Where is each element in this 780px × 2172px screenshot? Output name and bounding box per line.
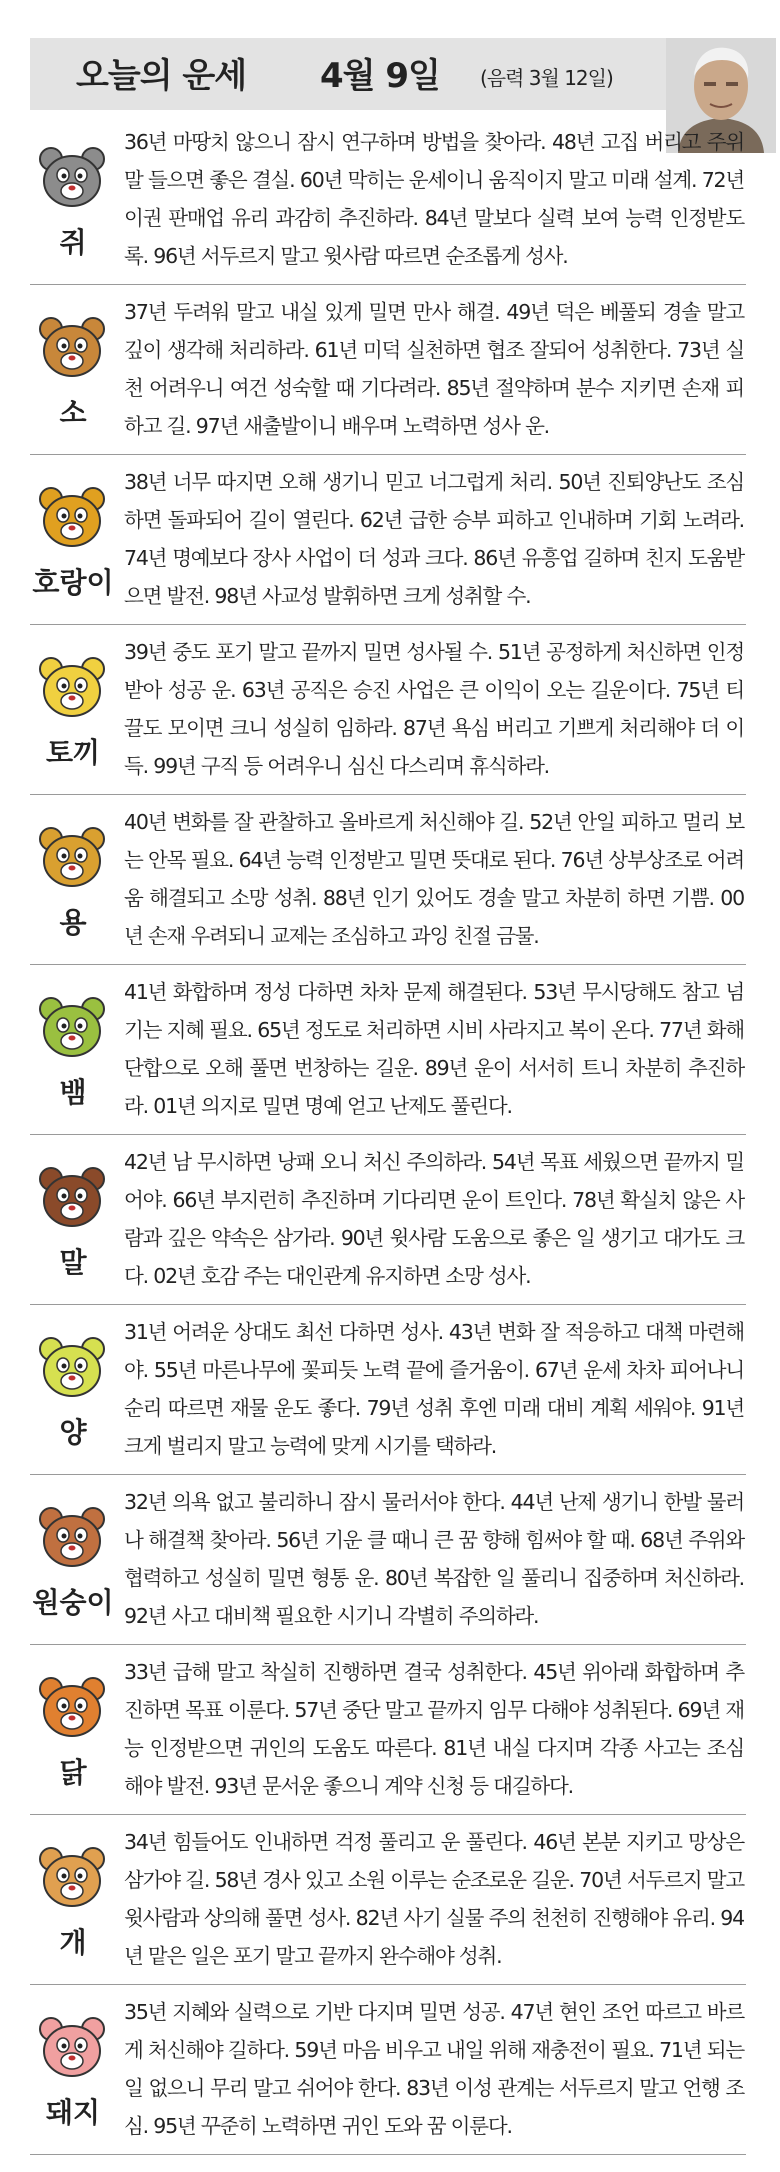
- zodiac-cell: [30, 285, 116, 454]
- fortune-text: 39년 중도 포기 말고 끝까지 밀면 성사될 수. 51년 공정하게 처신하면 인정받아 성공 운. 63년 공직은 승진 사업은 큰 이익이 오는 길운이다. 75년 티끌도 모이면 크니 성실히 임하라. 87년 욕심 버리고 기쁘게 처리해야 더 이득. 99년 구직 등 어려우니 심신 다스리며 휴식하라.: [124, 640, 744, 778]
- dog-icon: [33, 1843, 111, 1913]
- fortune-text: 31년 어려운 상대도 최선 다하면 성사. 43년 변화 잘 적응하고 대책 마련해야. 55년 마른나무에 꽃피듯 노력 끝에 즐거움이. 67년 운세 차차 피어나니 순리 따르면 재물 운도 좋다. 79년 성취 후엔 미래 대비 계획 세워야. 91년 크게 벌리지 말고 능력에 맞게 시기를 택하라.: [124, 1320, 744, 1458]
- fortune-row: [30, 1984, 746, 2155]
- fortune-text: 33년 급해 말고 착실히 진행하면 결국 성취한다. 45년 위아래 화합하며 추진하면 목표 이룬다. 57년 중단 말고 끝까지 임무 다해야 성취된다. 69년 재능 인정받으면 귀인의 도움도 따른다. 81년 내실 다지며 각종 사고는 조심해야 발전. 93년 문서운 좋으니 계약 신청 등 대길하다.: [124, 1660, 744, 1798]
- zodiac-name: 소: [59, 396, 87, 429]
- zodiac-cell: [30, 795, 116, 964]
- zodiac-cell: [30, 1985, 116, 2154]
- horse-icon: [33, 1163, 111, 1233]
- zodiac-cell: [30, 1475, 116, 1644]
- rabbit-icon: [33, 653, 111, 723]
- zodiac-name: 말: [59, 1246, 87, 1279]
- fortune-row: [30, 284, 746, 454]
- zodiac-name: 뱀: [59, 1076, 87, 1109]
- zodiac-name: 돼지: [45, 2096, 101, 2129]
- fortune-text: 34년 힘들어도 인내하면 걱정 풀리고 운 풀린다. 46년 본분 지키고 망상은 삼가야 길. 58년 경사 있고 소원 이루는 순조로운 길운. 70년 서두르지 말고 윗사람과 상의해 풀면 성사. 82년 사기 실물 주의 천천히 진행해야 유리. 94년 맡은 일은 포기 말고 끝까지 완수해야 성취.: [124, 1830, 744, 1968]
- zodiac-cell: [30, 1305, 116, 1474]
- fortune-text: 42년 남 무시하면 낭패 오니 처신 주의하라. 54년 목표 세웠으면 끝까지 밀어야. 66년 부지런히 추진하며 기다리면 운이 트인다. 78년 확실치 않은 사람과 깊은 약속은 삼가라. 90년 윗사람 도움으로 좋은 일 생기고 대가도 크다. 02년 호감 주는 대인관계 유지하면 소망 성사.: [124, 1150, 744, 1288]
- rat-icon: [33, 143, 111, 213]
- zodiac-name: 호랑이: [32, 566, 114, 599]
- fortune-text: 32년 의욕 없고 불리하니 잠시 물러서야 한다. 44년 난제 생기니 한발 물러나 해결책 찾아라. 56년 기운 클 때니 큰 꿈 향해 힘써야 할 때. 68년 주위와 협력하고 성실히 밀면 형통 운. 80년 복잡한 일 풀리니 집중하며 처신하라. 92년 사고 대비책 필요한 시기니 각별히 주의하라.: [124, 1490, 744, 1628]
- zodiac-name: 양: [59, 1416, 87, 1449]
- zodiac-cell: [30, 965, 116, 1134]
- zodiac-cell: [30, 625, 116, 794]
- sheep-icon: [33, 1333, 111, 1403]
- pig-icon: [33, 2013, 111, 2083]
- zodiac-name: 개: [59, 1926, 87, 1959]
- zodiac-name: 원숭이: [32, 1586, 114, 1619]
- zodiac-cell: [30, 1645, 116, 1814]
- date-label: 4월 9일: [320, 56, 440, 96]
- ox-icon: [33, 313, 111, 383]
- fortune-row: [30, 964, 746, 1134]
- zodiac-name: 쥐: [59, 226, 87, 259]
- monkey-icon: [33, 1503, 111, 1573]
- zodiac-cell: [30, 455, 116, 624]
- fortune-row: [30, 1814, 746, 1984]
- fortune-text: 36년 마땅치 않으니 잠시 연구하며 방법을 찾아라. 48년 고집 버리고 주위 말 들으면 좋은 결실. 60년 막히는 운세이니 움직이지 말고 미래 설계. 72년 이권 판매업 유리 과감히 추진하라. 84년 말보다 실력 보여 능력 인정받도록. 96년 서두르지 말고 윗사람 따르면 순조롭게 성사.: [124, 130, 744, 268]
- fortune-row: [30, 1474, 746, 1644]
- snake-icon: [33, 993, 111, 1063]
- fortune-row: [30, 115, 746, 284]
- zodiac-cell: [30, 1815, 116, 1984]
- fortune-row: [30, 1134, 746, 1304]
- tiger-icon: [33, 483, 111, 553]
- zodiac-name: 닭: [59, 1756, 87, 1789]
- fortune-row: [30, 624, 746, 794]
- fortune-row: [30, 1304, 746, 1474]
- dragon-icon: [33, 823, 111, 893]
- zodiac-cell: [30, 115, 116, 284]
- fortune-text: 40년 변화를 잘 관찰하고 올바르게 처신해야 길. 52년 안일 피하고 멀리 보는 안목 필요. 64년 능력 인정받고 밀면 뜻대로 된다. 76년 상부상조로 어려움 해결되고 소망 성취. 88년 인기 있어도 경솔 말고 차분히 하면 기쁨. 00년 손재 우려되니 교제는 조심하고 과잉 친절 금물.: [124, 810, 744, 948]
- fortune-text: 38년 너무 따지면 오해 생기니 믿고 너그럽게 처리. 50년 진퇴양난도 조심하면 돌파되어 길이 열린다. 62년 급한 승부 피하고 인내하며 기회 노려라. 74년 명예보다 장사 사업이 더 성과 크다. 86년 유흥업 길하며 친지 도움받으면 발전. 98년 사교성 발휘하면 크게 성취할 수.: [124, 470, 744, 608]
- fortune-text: 37년 두려워 말고 내실 있게 밀면 만사 해결. 49년 덕은 베풀되 경솔 말고 깊이 생각해 처리하라. 61년 미덕 실천하면 협조 잘되어 성취한다. 73년 실천 어려우니 여건 성숙할 때 기다려라. 85년 절약하며 분수 지키면 손재 피하고 길. 97년 새출발이니 배우며 노력하면 성사 운.: [124, 300, 744, 438]
- rooster-icon: [33, 1673, 111, 1743]
- fortune-text: 35년 지혜와 실력으로 기반 다지며 밀면 성공. 47년 현인 조언 따르고 바르게 처신해야 길하다. 59년 마음 비우고 내일 위해 재충전이 필요. 71년 되는 일 없으니 무리 말고 쉬어야 한다. 83년 이성 관계는 서두르지 말고 언행 조심. 95년 꾸준히 노력하면 귀인 도와 꿈 이룬다.: [124, 2000, 744, 2138]
- fortune-list: [30, 115, 746, 2155]
- fortune-text: 41년 화합하며 정성 다하면 차차 문제 해결된다. 53년 무시당해도 참고 넘기는 지혜 필요. 65년 정도로 처리하면 시비 사라지고 복이 온다. 77년 화해 단합으로 오해 풀면 번창하는 길운. 89년 운이 서서히 트니 차분히 추진하라. 01년 의지로 밀면 명예 얻고 난제도 풀린다.: [124, 980, 744, 1118]
- fortune-row: [30, 794, 746, 964]
- page-title: 오늘의 운세: [76, 56, 247, 96]
- zodiac-cell: [30, 1135, 116, 1304]
- fortune-row: [30, 454, 746, 624]
- lunar-date-label: (음력 3월 12일): [480, 66, 613, 90]
- zodiac-name: 용: [59, 906, 87, 939]
- header-bar: [30, 38, 746, 110]
- fortune-row: [30, 1644, 746, 1814]
- zodiac-name: 토끼: [45, 736, 101, 769]
